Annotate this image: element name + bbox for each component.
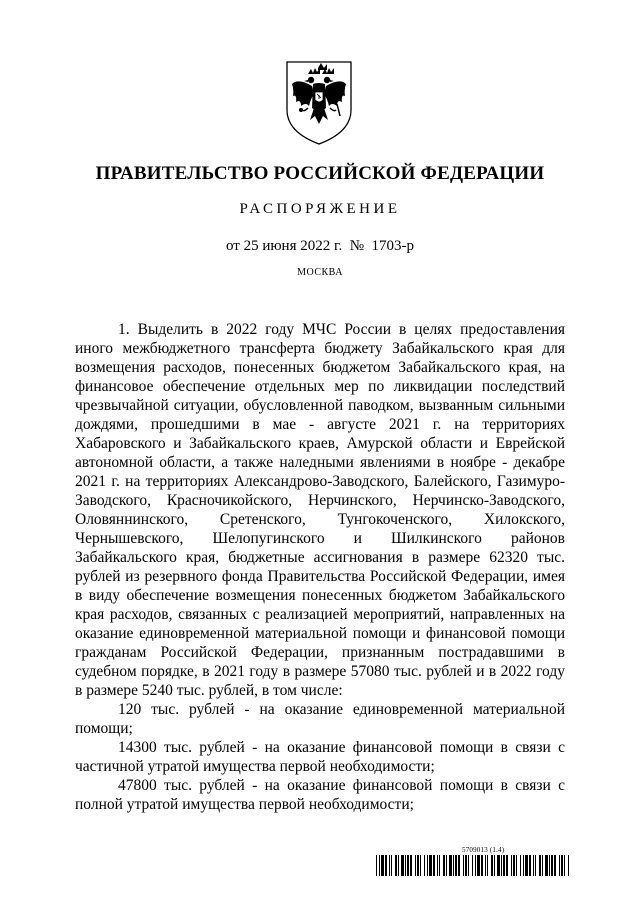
document-body <box>75 320 565 814</box>
paragraph-3: 14300 тыс. рублей - на оказание финансовой помощи в связи с частичной утратой имущества первой необходимости; <box>75 739 565 775</box>
paragraph-2: 120 тыс. рублей - на оказание единовременной материальной помощи; <box>75 701 565 737</box>
paragraph-1: 1. Выделить в 2022 году МЧС России в целях предоставления иного межбюджетного трансферта бюджету Забайкальского края для возмещения расходов, понесенных бюджетом Забайкальского края, на финансовое обеспечение отдельных мер по ликвидации последствий чрезвычайной ситуации, обусловленной паводком, вызванным сильными дождями, прошедшими в мае - августе 2021 г. на территориях Хабаровского и Забайкальского краев, Амурской области и Еврейской автономной области, а также наледными явлениями в ноябре - декабре 2021 г. на территориях Александрово-Заводского, Балейского, Газимуро-Заводского, Красночикойского, Нерчинского, Нерчинско-Заводского, Оловяннинского, Сретенского, Тунгокоченского, Хилокского, Чернышевского, Шелопугинского и Шилкинского районов Забайкальского края, бюджетные ассигнования в размере 62320 тыс. рублей из резервного фонда Правительства Российской Федерации, имея в виду обеспечение возмещения понесенных бюджетом Забайкальского края расходов, связанных с реализацией мероприятий, направленных на оказание единовременной материальной помощи и финансовой помощи гражданам Российской Федерации, признанным пострадавшими в судебном порядке, в 2021 году в размере 57080 тыс. рублей и в 2022 году в размере 5240 тыс. рублей, в том числе: <box>75 321 565 699</box>
barcode-icon <box>376 855 570 876</box>
document-city: МОСКВА <box>297 267 343 278</box>
paragraph-4: 47800 тыс. рублей - на оказание финансовой помощи в связи с полной утратой имущества первой необходимости; <box>75 777 565 813</box>
coat-of-arms-icon <box>284 60 354 146</box>
document-date-number: от 25 июня 2022 г. № 1703-р <box>225 238 415 254</box>
government-title: ПРАВИТЕЛЬСТВО РОССИЙСКОЙ ФЕДЕРАЦИИ <box>95 163 545 184</box>
barcode-label: 5709013 (1.4) <box>462 846 505 854</box>
document-type: РАСПОРЯЖЕНИЕ <box>239 201 401 217</box>
